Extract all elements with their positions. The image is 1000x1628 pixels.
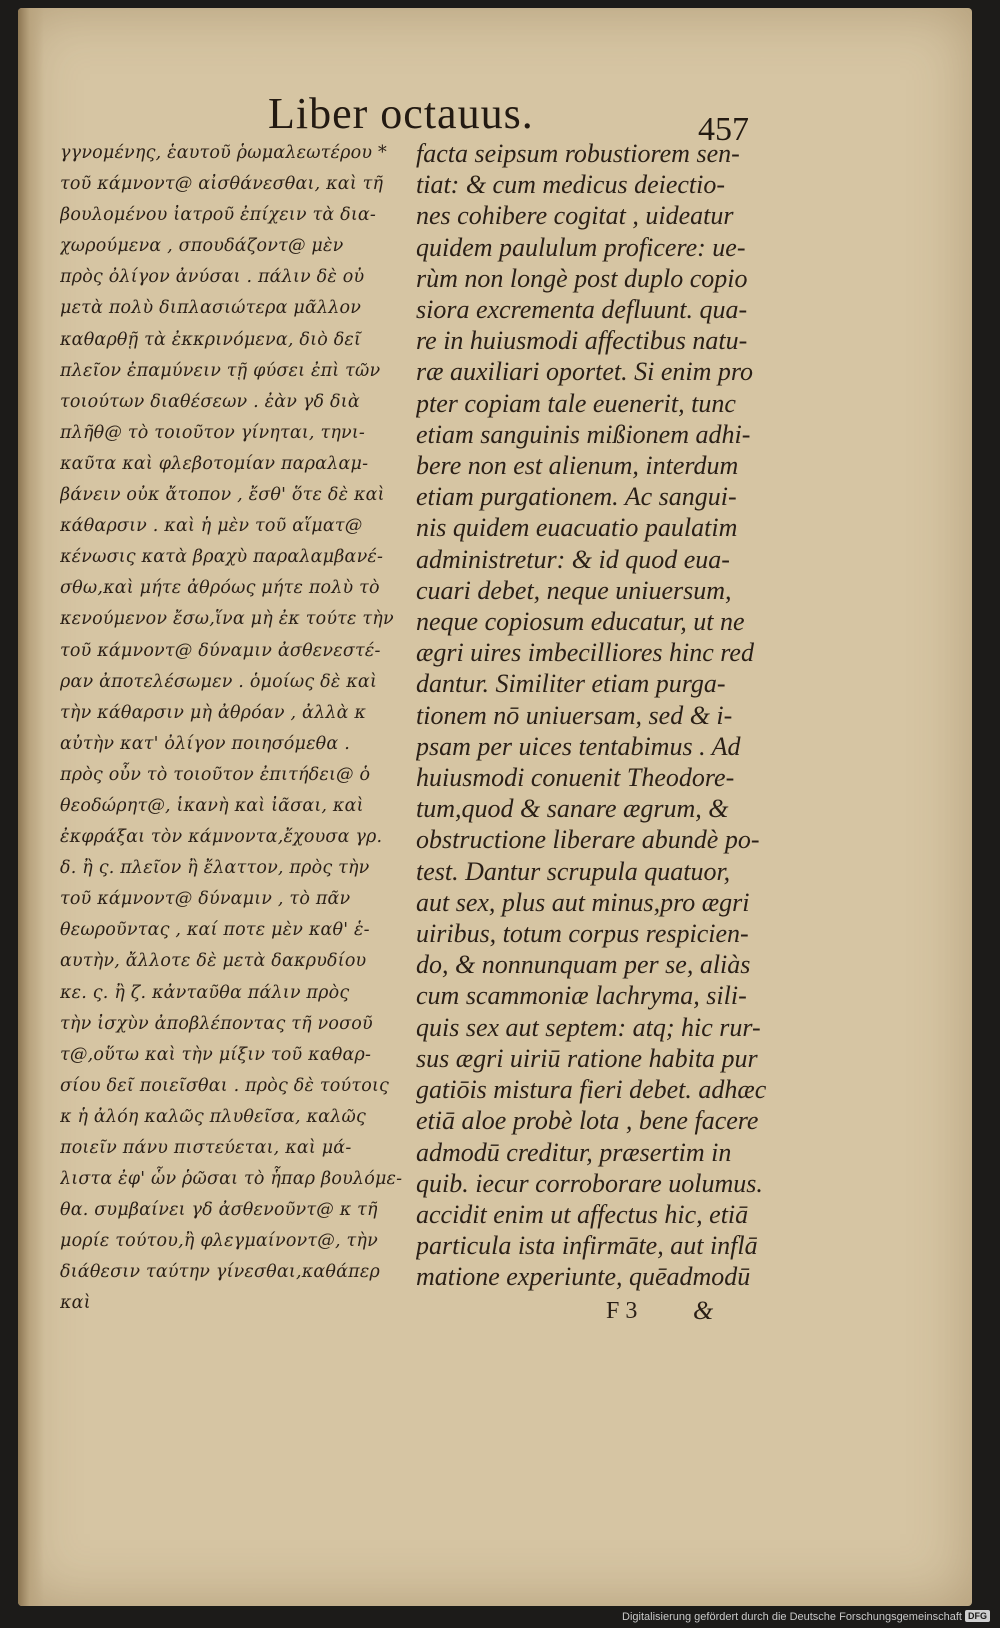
text-line: gatiōis mistura fieri debet. adhæc [416,1075,766,1105]
text-line: τοῦ κάμνοντ@ δύναμιν , τὸ πᾶν [60,889,351,910]
digitization-credit: Digitalisierung gefördert durch die Deutsche Forschungsgemeinschaft [622,1611,962,1623]
text-line: μορίε τούτου,ἢ φλεγμαίνοντ@, τὴν [60,1231,378,1252]
text-line: θεωροῦντας , καί ποτε μὲν καθ' ἑ- [60,920,370,941]
text-line: cuari debet, neque uniuersum, [416,575,732,605]
text-line: etiam purgationem. Ac sangui- [416,482,737,512]
text-line: σθω,καὶ μήτε ἀθρόως μήτε πολὺ τὸ [60,578,380,599]
page-gutter-edge [18,8,44,1606]
text-line: κάθαρσιν . καὶ ἡ μὲν τοῦ αἵματ@ [60,516,363,537]
text-line: nis quidem euacuatio paulatim [416,513,738,543]
text-line: ραν ἀποτελέσωμεν . ὁμοίως δὲ καὶ [60,671,378,692]
text-line: tum,quod & sanare ægrum, & [416,794,729,824]
catchword: & [693,1296,714,1325]
text-line: πρὸς οὖν τὸ τοιοῦτον ἐπιτήδει@ ὁ [60,764,371,785]
text-line: tionem nō uniuersam, sed & i- [416,700,733,730]
text-line: administretur: & id quod eua- [416,544,730,574]
text-line: δ. ἢ ς. πλεῖον ἢ ἔλαττον, πρὸς τὴν [60,858,370,879]
text-line: dantur. Similiter etiam purga- [416,669,726,699]
text-line: test. Dantur scrupula quatuor, [416,856,731,886]
text-line: ποιεῖν πάνυ πιστεύεται, καὶ μά- [60,1138,352,1158]
text-line: obstructione liberare abundè po- [416,825,760,855]
text-line: βάνειν οὐκ ἄτοπον , ἔσθ' ὅτε δὲ καὶ [60,485,385,506]
book-page [18,8,972,1606]
running-title: Liber octauus. [268,89,534,138]
text-line: do, & nonnunquam per se, aliàs [416,950,751,980]
text-line: πρὸς ὀλίγον ἀνύσαι . πάλιν δὲ οὐ [60,267,365,288]
text-line: λιστα ἐφ' ὧν ῥῶσαι τὸ ἧπαρ βουλόμε- [60,1169,403,1190]
text-line: quidem paululum proficere: ue- [416,232,746,262]
text-line: ἐκφράξαι τὸν κάμνοντα,ἔχουσα γρ. [60,827,383,848]
text-line: μετὰ πολὺ διπλασιώτερα μᾶλλον [60,298,362,319]
text-line: διάθεσιν ταύτην γίνεσθαι,καθάπερ [60,1262,380,1283]
text-line: accidit enim ut affectus hic, etiā [416,1199,749,1229]
text-line: καῦτα καὶ φλεβοτομίαν παραλαμ- [60,453,369,474]
text-line: κ ἡ ἀλόη καλῶς πλυθεῖσα, καλῶς [60,1106,366,1127]
greek-text-column [60,138,420,1320]
text-line: psam per uices tentabimus . Ad [416,731,741,761]
text-line: χωρούμενα , σπουδάζοντ@ μὲν [60,236,344,257]
text-line: aut sex, plus aut minus,pro ægri [416,887,750,917]
text-line: πλῆθ@ τὸ τοιοῦτον γίνηται, τηνι- [60,422,366,443]
text-line: tiat: & cum medicus deiectio- [416,170,726,200]
text-line: κένωσις κατὰ βραχὺ παραλαμβανέ- [60,547,384,568]
text-line: τ@,οὕτω καὶ τὴν μίξιν τοῦ καθαρ- [60,1044,372,1065]
text-line: καὶ [60,1293,91,1314]
text-line: siora excrementa defluunt. qua- [416,295,748,325]
text-line: βουλομένου ἰατροῦ ἐπίχειν τὰ δια- [60,205,377,226]
dfg-logo: DFG [965,1610,990,1622]
text-line: πλεῖον ἐπαμύνειν τῇ φύσει ἐπὶ τῶν [60,360,381,381]
text-line: τὴν κάθαρσιν μὴ ἀθρόαν , ἀλλὰ κ [60,702,367,723]
text-line: uiribus, totum corpus respicien- [416,919,749,949]
text-line: ægri uires imbecilliores hinc red [416,638,754,668]
text-line: re in huiusmodi affectibus natu- [416,326,748,356]
text-line: τοῦ κάμνοντ@ αἰσθάνεσθαι, καὶ τῆ [60,174,384,195]
text-line: matione experiunte, quēadmodū [416,1262,751,1292]
text-line: neque copiosum educatur, ut ne [416,607,745,637]
text-line: particula ista infirmāte, aut inflā [416,1231,758,1261]
text-line: huiusmodi conuenit Theodore- [416,763,735,793]
text-line: etiā aloe probè lota , bene facere [416,1106,759,1136]
text-line: σίου δεῖ ποιεῖσθαι . πρὸς δὲ τούτοις [60,1075,390,1096]
latin-text-column [416,138,766,1293]
page-number: 457 [698,111,749,148]
text-line: quib. iecur corroborare uolumus. [416,1168,763,1198]
text-line: cum scammoniæ lachryma, sili- [416,981,747,1011]
text-line: τοῦ κάμνοντ@ δύναμιν ἀσθενεστέ- [60,640,381,661]
text-line: γγνομένης, ἑαυτοῦ ῥωμαλεωτέρου * [60,143,387,163]
text-line: αὐτὴν κατ' ὀλίγον ποιησόμεθα . [60,733,350,754]
text-line: θα. συμβαίνει γδ ἀσθενοῦντ@ κ τῆ [60,1200,378,1221]
text-line: rùm non longè post duplo copio [416,263,748,293]
text-line: sus ægri uiriū ratione habita pur [416,1043,758,1073]
signature-mark: F 3 [606,1298,638,1324]
text-line: αυτὴν, ἄλλοτε δὲ μετὰ δακρυδίου [60,951,367,972]
text-line: τοιούτων διαθέσεων . ἐὰν γδ διὰ [60,391,360,412]
text-line: κε. ς. ἢ ζ. κἀνταῦθα πάλιν πρὸς [60,982,350,1003]
text-line: nes cohibere cogitat , uideatur [416,201,734,231]
text-line: bere non est alienum, interdum [416,451,739,481]
text-line: facta seipsum robustiorem sen- [416,139,740,168]
text-line: θεοδώρητ@, ἱκανὴ καὶ ἰᾶσαι, καὶ [60,795,364,816]
text-line: κενούμενον ἔσω,ἵνα μὴ ἐκ τούτε τὴν [60,609,394,630]
text-line: admodū creditur, præsertim in [416,1137,732,1167]
text-line: τὴν ἰσχὺν ἀποβλέποντας τῆ νοσοῦ [60,1013,373,1034]
text-line: pter copiam tale euenerit, tunc [416,388,736,418]
text-line: ræ auxiliari oportet. Si enim pro [416,357,754,387]
text-line: καθαρθῇ τὰ ἐκκρινόμενα, διὸ δεῖ [60,329,362,350]
text-line: quis sex aut septem: atq; hic rur- [416,1012,761,1042]
text-line: etiam sanguinis mißionem adhi- [416,419,751,449]
